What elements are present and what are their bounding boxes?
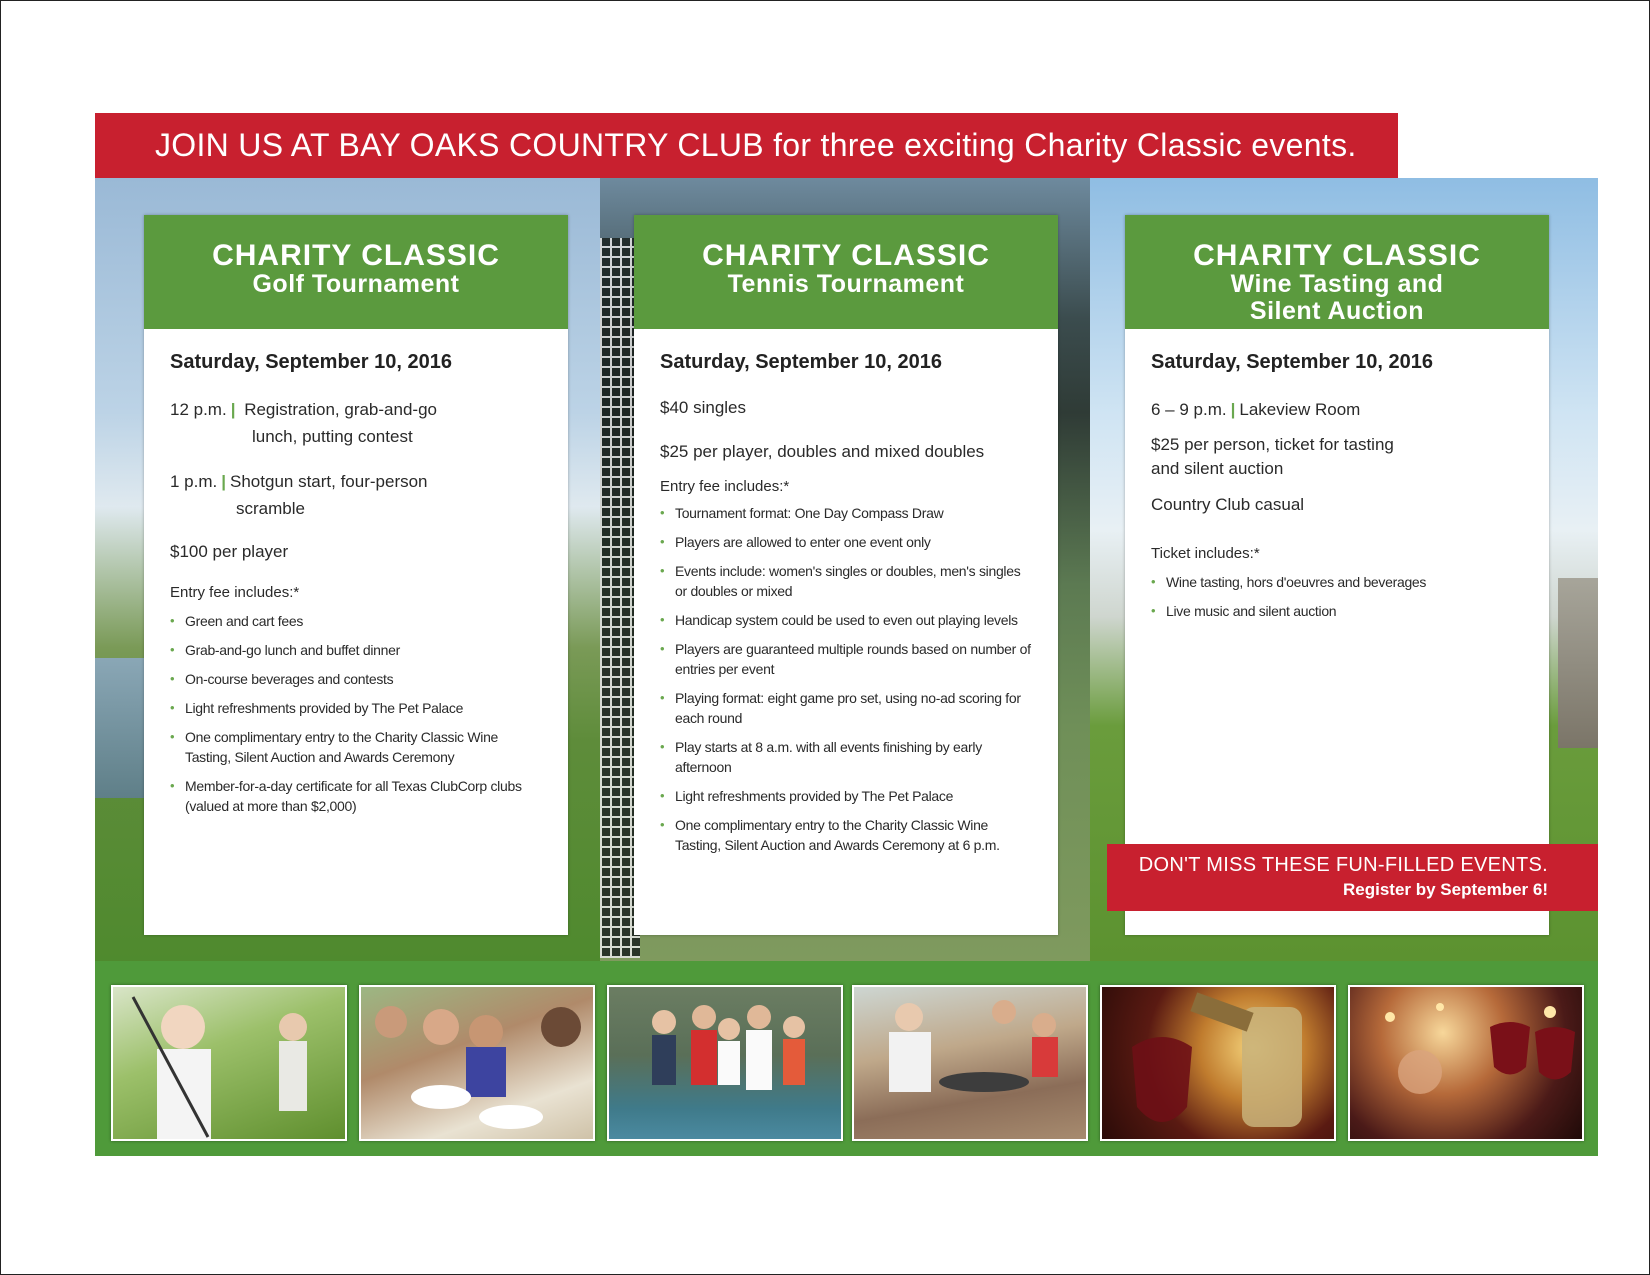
wine-time-location: 6 – 9 p.m. | Lakeview Room <box>1151 400 1361 419</box>
wine-card <box>1125 215 1549 935</box>
golf-date: Saturday, September 10, 2016 <box>170 351 452 373</box>
golf-sched2-text-b: scramble <box>236 499 305 518</box>
register-callout <box>1107 844 1598 911</box>
tennis-card <box>634 215 1058 935</box>
wine-toast-photo <box>1348 985 1584 1141</box>
list-item: • Live music and silent auction <box>1151 601 1524 621</box>
golf-includes-title: Entry fee includes:* <box>170 584 300 601</box>
callout-headline: DON'T MISS THESE FUN-FILLED EVENTS. <box>1138 854 1548 876</box>
tennis-includes-list <box>660 503 1033 855</box>
list-item: • Players are allowed to enter one event only <box>660 532 1033 552</box>
wine-dress: Country Club casual <box>1151 495 1305 514</box>
list-item: • Players are guaranteed multiple rounds based on number of entries per event <box>660 639 1033 679</box>
tennis-price-singles: $40 singles <box>660 398 747 417</box>
golf-price: $100 per player <box>170 542 289 561</box>
wine-card-subtitle-a: Wine Tasting and <box>1230 270 1444 298</box>
list-item: • Member-for-a-day certificate for all Texas ClubCorp clubs (valued at more than $2,000) <box>170 776 543 816</box>
golf-card-title: CHARITY CLASSIC <box>212 239 500 272</box>
list-item: • Light refreshments provided by The Pet Palace <box>660 786 1033 806</box>
golf-card-header <box>144 215 568 329</box>
dining-guests-photo <box>359 985 595 1141</box>
wine-card-title: CHARITY CLASSIC <box>1193 239 1481 272</box>
golf-sched2-text-a: Shotgun start, four-person <box>230 472 428 491</box>
golf-schedule-2: 1 p.m. | Shotgun start, four-person scramble <box>170 468 543 522</box>
tennis-date: Saturday, September 10, 2016 <box>660 351 942 373</box>
list-item: • Light refreshments provided by The Pet Palace <box>170 698 543 718</box>
wine-includes-list <box>1151 572 1524 621</box>
golf-card-subtitle: Golf Tournament <box>252 270 460 298</box>
wine-price <box>1151 433 1524 481</box>
list-item: • Green and cart fees <box>170 611 543 631</box>
tennis-card-header <box>634 215 1058 329</box>
tennis-includes-title: Entry fee includes:* <box>660 478 790 495</box>
wine-price-b: and silent auction <box>1151 459 1284 478</box>
list-item: • One complimentary entry to the Charity Classic Wine Tasting, Silent Auction and Awards Ceremony at 6 p.m. <box>660 815 1033 855</box>
callout-register: Register by September 6! <box>1342 880 1548 899</box>
golf-schedule-1: 12 p.m. | Registration, grab-and-go lunch, putting contest <box>170 396 543 450</box>
golf-includes-list <box>170 611 543 816</box>
tennis-card-title: CHARITY CLASSIC <box>702 239 990 272</box>
top-banner: JOIN US AT BAY OAKS COUNTRY CLUB for three exciting Charity Classic events. <box>95 113 1398 178</box>
golf-sched1-text-a: Registration, grab-and-go <box>244 400 437 419</box>
wine-pour-photo <box>1100 985 1336 1141</box>
list-item: • Wine tasting, hors d'oeuvres and beverages <box>1151 572 1524 592</box>
list-item: • Play starts at 8 a.m. with all events finishing by early afternoon <box>660 737 1033 777</box>
golf-card <box>144 215 568 935</box>
tennis-price-doubles: $25 per player, doubles and mixed doubles <box>660 442 985 461</box>
wine-time: 6 – 9 p.m. <box>1151 400 1227 419</box>
wine-card-header <box>1125 215 1549 329</box>
golf-sched1-text-b: lunch, putting contest <box>252 427 413 446</box>
list-item: • Tournament format: One Day Compass Draw <box>660 503 1033 523</box>
patio-guests-photo <box>852 985 1088 1141</box>
list-item: • Playing format: eight game pro set, using no-ad scoring for each round <box>660 688 1033 728</box>
golf-sched1-time: 12 p.m. <box>170 400 227 419</box>
list-item: • On-course beverages and contests <box>170 669 543 689</box>
wine-card-subtitle-b: Silent Auction <box>1249 297 1425 325</box>
flyer <box>95 113 1598 1156</box>
tennis-card-subtitle: Tennis Tournament <box>727 270 965 298</box>
golf-sched2-time: 1 p.m. <box>170 472 218 491</box>
wine-location: Lakeview Room <box>1239 400 1361 419</box>
golfers-photo <box>111 985 347 1141</box>
wine-date: Saturday, September 10, 2016 <box>1151 351 1433 373</box>
wine-includes-title: Ticket includes:* <box>1151 545 1260 562</box>
list-item: • One complimentary entry to the Charity Classic Wine Tasting, Silent Auction and Awards Ceremony <box>170 727 543 767</box>
list-item: • Events include: women's singles or doubles, men's singles or doubles or mixed <box>660 561 1033 601</box>
tennis-players-photo <box>607 985 843 1141</box>
list-item: • Grab-and-go lunch and buffet dinner <box>170 640 543 660</box>
wine-price-a: $25 per person, ticket for tasting <box>1151 435 1394 454</box>
list-item: • Handicap system could be used to even out playing levels <box>660 610 1033 630</box>
